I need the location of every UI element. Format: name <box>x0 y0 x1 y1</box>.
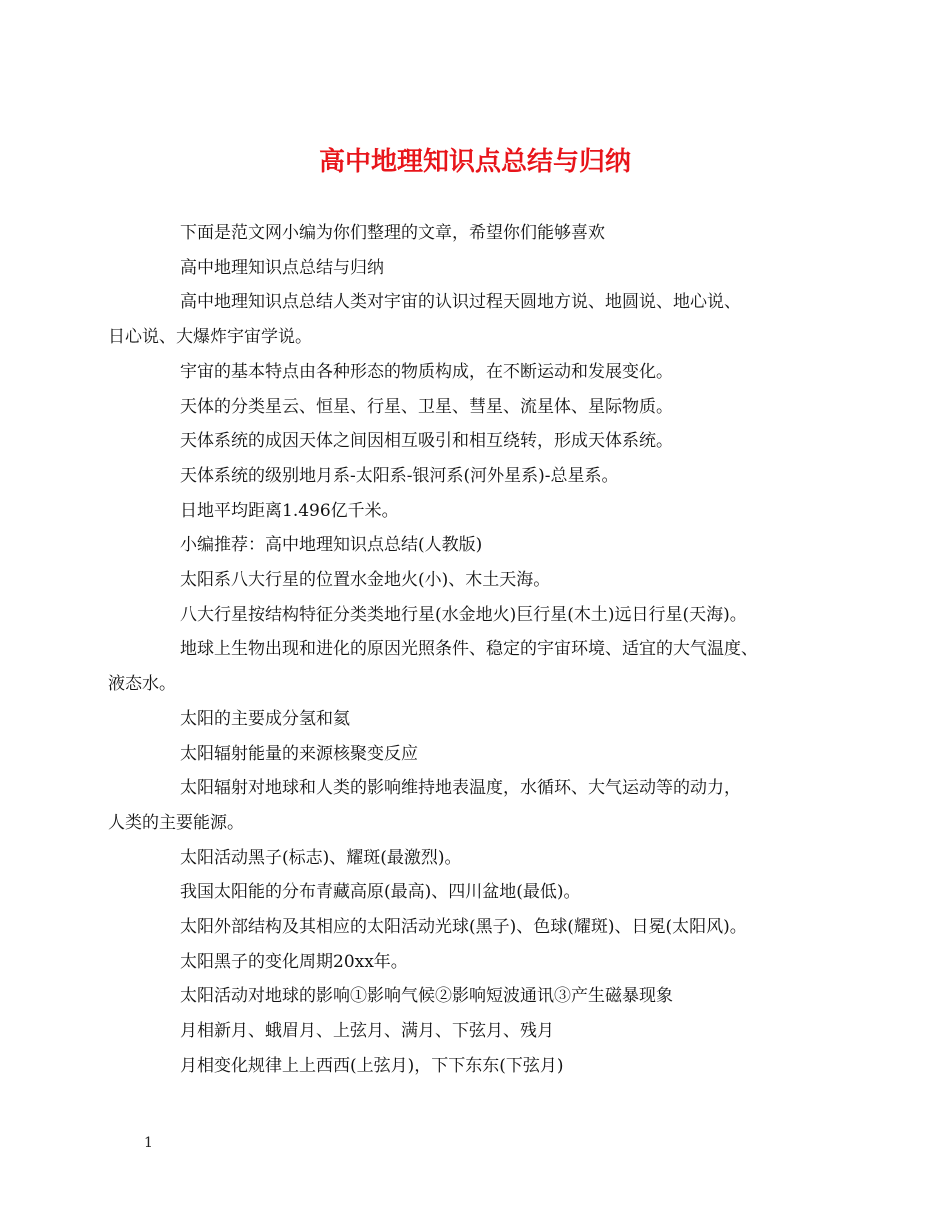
paragraph-line: 天体系统的级别地月系-太阳系-银河系(河外星系)-总星系。 <box>180 465 619 486</box>
document-body <box>108 216 814 1084</box>
paragraph-line: 日心说、大爆炸宇宙学说。 <box>108 327 312 348</box>
paragraph-line: 日地平均距离1.496亿千米。 <box>180 500 399 521</box>
paragraph-line: 太阳外部结构及其相应的太阳活动光球(黑子)、色球(耀斑)、日冕(太阳风)。 <box>180 917 747 938</box>
paragraph-line: 地球上生物出现和进化的原因光照条件、稳定的宇宙环境、适宜的大气温度、 <box>180 639 758 660</box>
paragraph-line: 太阳系八大行星的位置水金地火(小)、木土天海。 <box>180 570 551 591</box>
paragraph-line: 天体系统的成因天体之间因相互吸引和相互绕转，形成天体系统。 <box>180 431 673 452</box>
paragraph <box>144 702 814 737</box>
page-number: 1 <box>144 1135 153 1151</box>
paragraph <box>144 945 814 980</box>
paragraph-line: 太阳活动对地球的影响①影响气候②影响短波通讯③产生磁暴现象 <box>180 986 673 1007</box>
paragraph <box>144 216 814 251</box>
paragraph <box>144 979 814 1014</box>
paragraph <box>144 875 814 910</box>
document-title: 高中地理知识点总结与归纳 <box>318 147 631 177</box>
paragraph-line: 太阳的主要成分氢和氦 <box>180 708 350 729</box>
paragraph <box>144 424 814 459</box>
paragraph-line: 我国太阳能的分布青藏高原(最高)、四川盆地(最低)。 <box>180 882 581 903</box>
paragraph <box>144 563 814 598</box>
paragraph-line: 宇宙的基本特点由各种形态的物质构成，在不断运动和发展变化。 <box>180 361 673 382</box>
paragraph <box>144 1049 814 1084</box>
paragraph <box>144 528 814 563</box>
paragraph-line: 太阳辐射对地球和人类的影响维持地表温度，水循环、大气运动等的动力， <box>180 778 741 799</box>
paragraph-line: 天体的分类星云、恒星、行星、卫星、彗星、流星体、星际物质。 <box>180 396 673 417</box>
paragraph-line: 高中地理知识点总结人类对宇宙的认识过程天圆地方说、地圆说、地心说、 <box>180 292 741 313</box>
paragraph <box>144 390 814 425</box>
paragraph-line: 月相新月、蛾眉月、上弦月、满月、下弦月、残月 <box>180 1021 554 1042</box>
paragraph-line: 月相变化规律上上西西(上弦月)，下下东东(下弦月) <box>180 1055 564 1076</box>
paragraph <box>144 251 814 286</box>
paragraph <box>144 598 814 633</box>
paragraph <box>108 632 814 701</box>
paragraph-line: 太阳辐射能量的来源核聚变反应 <box>180 743 418 764</box>
paragraph <box>144 841 814 876</box>
paragraph-line: 高中地理知识点总结与归纳 <box>180 257 384 278</box>
paragraph-line: 液态水。 <box>108 674 176 695</box>
paragraph <box>144 737 814 772</box>
paragraph-line: 太阳黑子的变化周期20xx年。 <box>180 951 408 972</box>
paragraph <box>144 494 814 529</box>
paragraph-line: 太阳活动黑子(标志)、耀斑(最激烈)。 <box>180 847 462 868</box>
paragraph <box>144 355 814 390</box>
paragraph <box>108 285 814 354</box>
paragraph <box>144 459 814 494</box>
paragraph <box>108 771 814 840</box>
paragraph-line: 下面是范文网小编为你们整理的文章，希望你们能够喜欢 <box>180 223 605 243</box>
paragraph-line: 人类的主要能源。 <box>108 812 244 833</box>
paragraph <box>144 910 814 945</box>
paragraph-line: 八大行星按结构特征分类类地行星(水金地火)巨行星(木土)远日行星(天海)。 <box>180 604 747 625</box>
paragraph <box>144 1014 814 1049</box>
paragraph-line: 小编推荐：高中地理知识点总结(人教版) <box>180 535 483 556</box>
